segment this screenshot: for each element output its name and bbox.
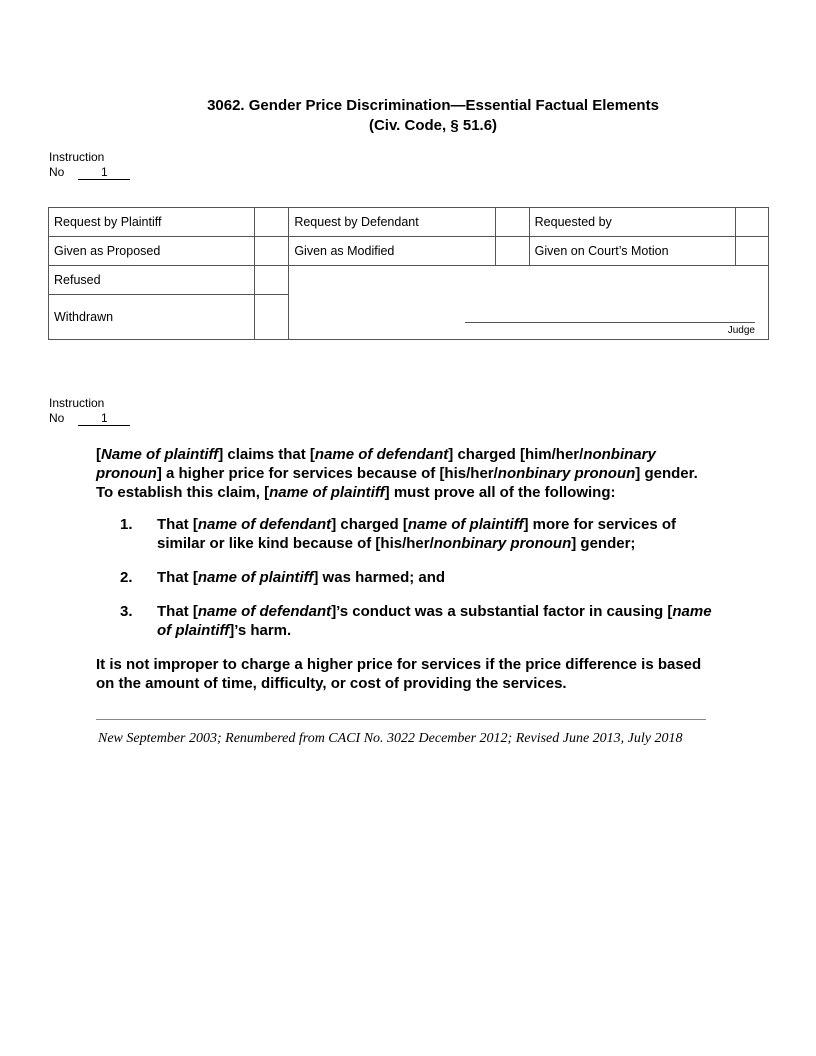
statute-citation: (Civ. Code, § 51.6) [368,117,498,134]
withdrawn-label: Withdrawn [49,295,255,340]
refused-box[interactable] [255,266,289,295]
withdrawn-box[interactable] [255,295,289,340]
instruction-number: 1 [78,166,130,180]
given-on-courts-motion-label: Given on Court’s Motion [529,237,735,266]
given-on-courts-motion-box[interactable] [735,237,768,266]
divider [96,719,706,720]
instruction-label: Instruction [49,150,105,164]
request-table [48,207,769,340]
given-as-modified-box[interactable] [495,237,529,266]
closing-paragraph: It is not improper to charge a higher price for services if the price difference is based on the amount of time, difficulty, or cost of providing the services. [96,656,702,692]
judge-signature-area[interactable] [289,266,769,340]
request-by-defendant-label: Request by Defendant [289,208,495,237]
instruction-label: Instruction [49,396,105,410]
no-label: No [49,165,65,179]
refused-label: Refused [49,266,255,295]
given-as-modified-label: Given as Modified [289,237,495,266]
instruction-number-block-2 [49,396,130,426]
element-number: 3. [120,603,133,620]
element-text: That [name of plaintiff] was harmed; and [157,569,446,586]
request-by-defendant-box[interactable] [495,208,529,237]
given-as-proposed-label: Given as Proposed [49,237,255,266]
element-text: That [name of defendant] charged [name of plaintiff] more for services of similar or like kind because of [his/her/nonbinary pronoun] gender; [157,516,676,552]
given-as-proposed-box[interactable] [255,237,289,266]
element-text: That [name of defendant]’s conduct was a substantial factor in causing [name of plaintiff]’s harm. [157,603,712,639]
instruction-number: 1 [78,412,130,426]
judge-signature-line [465,322,755,323]
requested-by-label: Requested by [529,208,735,237]
instruction-number-block [49,150,130,180]
instruction-title: 3062. Gender Price Discrimination—Essential Factual Elements [207,97,659,114]
requested-by-box[interactable] [735,208,768,237]
intro-paragraph: [Name of plaintiff] claims that [name of defendant] charged [him/her/nonbinary pronoun] a higher price for services because of [his/her/nonbinary pronoun] gender. To establish this claim, [name of plaintiff] must prove all of the following: [96,446,698,501]
history-note: New September 2003; Renumbered from CACI No. 3022 December 2012; Revised June 2013, July 2018 [98,731,683,746]
request-by-plaintiff-label: Request by Plaintiff [49,208,255,237]
no-label: No [49,411,65,425]
request-by-plaintiff-box[interactable] [255,208,289,237]
element-number: 2. [120,569,133,586]
element-number: 1. [120,516,133,533]
judge-label: Judge [727,325,755,336]
